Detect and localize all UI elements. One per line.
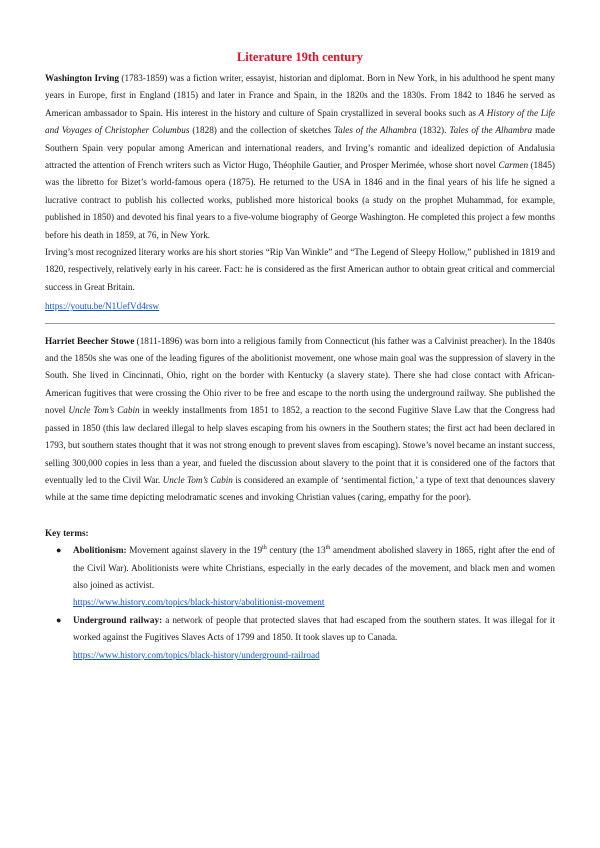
section-divider: [45, 323, 555, 324]
underground-railway-link[interactable]: https://www.history.com/topics/black-history/underground-railroad: [73, 649, 320, 660]
irving-video-link[interactable]: https://youtu.be/N1UefVd4rsw: [45, 301, 160, 312]
key-term-underground-railway: ● Underground railway: a network of people that protected slaves that had escaped from the southern states. It was illegal for it worked against the Fugitives Slaves Acts of 1799 and 1850. It took slaves up to Canada. https://www.history.com/topics/black-history/underground-railroad: [73, 612, 555, 664]
key-term-abolitionism: ● Abolitionism: Movement against slavery in the 19th century (the 13th amendment abolished slavery in 1865, right after the end of the Civil War). Abolitionists were white Christians, especially in the early decades of the movement, and black men and women also joined as activist. https://www.history.com/topics/black-history/abolitionist-movement: [73, 542, 555, 612]
page-title: Literature 19th century: [236, 50, 364, 64]
document-page: [45, 50, 555, 664]
irving-name: Washington Irving: [45, 73, 119, 83]
irving-paragraph-1: Washington Irving (1783-1859) was a fiction writer, essayist, historian and diplomat. Born in New York, in his adulthood he spent many years in Europe, first in England (1815) and later in France and Spain, in the 1820s and the 1830s. From 1842 to 1846 he served as American ambassador to Spain. His interest in the history and culture of Spain crystallized in several books such as A History of the Life and Voyages of Christopher Columbus (1828) and the collection of sketches Tales of the Alhambra (1832). Tales of the Alhambra made Southern Spain very popular among American and international readers, and Irving’s romantic and idealized depiction of Andalusia attracted the attention of French writers such as Victor Hugo, Théophile Gautier, and Prosper Merimée, whose short novel Carmen (1845) was the libretto for Bizet’s world-famous opera (1875). He returned to the USA in 1846 and in the final years of his life he signed a lucrative contract to publish his collected works, published more historical books (a study on the prophet Muhammad, for example, published in 1850) and devoted his final years to a five-volume biography of George Washington. He completed this project a few months before his death in 1859, at 76, in New York.: [45, 73, 555, 240]
abolitionism-link[interactable]: https://www.history.com/topics/black-history/abolitionist-movement: [73, 597, 325, 608]
bullet-icon: ●: [56, 545, 62, 556]
key-terms-list: [45, 542, 555, 664]
key-terms-heading: Key terms:: [45, 527, 89, 538]
stowe-paragraph: Harriet Beecher Stowe (1811-1896) was born into a religious family from Connecticut (his father was a Calvinist preacher). In the 1840s and the 1850s she was one of the leading figures of the abolitionist movement, one whose main goal was the suppression of slavery in the South. She lived in Cincinnati, Ohio, right on the border with Kentucky (a slavery state). There she had close contact with African-American fugitives that were crossing the Ohio river to be free and escape to the north using the underground railway. She published the novel Uncle Tom’s Cabin in weekly installments from 1851 to 1852, a reaction to the second Fugitive Slave Law that the Congress had passed in 1850 (this law declared illegal to help slaves escaping from his owners in the Southern states; the first act had been declared in 1793, but southern states thought that it was not strong enough to prevent slaves from escaping). Stowe’s novel became an instant success, selling 300,000 copies in less than a year, and fueled the discussion about slavery to the point that it is considered one of the factors that eventually led to the Civil War. Uncle Tom’s Cabin is considered an example of ‘sentimental fiction,’ a type of text that denounces slavery while at the same time depicting melodramatic scenes and invoking Christian values (caring, empathy for the poor).: [45, 335, 555, 503]
irving-paragraph-2: Irving’s most recognized literary works are his short stories “Rip Van Winkle” and “The Legend of Sleepy Hollow,” published in 1819 and 1820, respectively, relatively early in his career. Fact: he is considered as the first American author to obtain great critical and commercial success in Great Britain.: [45, 247, 556, 292]
bullet-icon: ●: [56, 614, 62, 625]
stowe-name: Harriet Beecher Stowe: [45, 335, 135, 346]
